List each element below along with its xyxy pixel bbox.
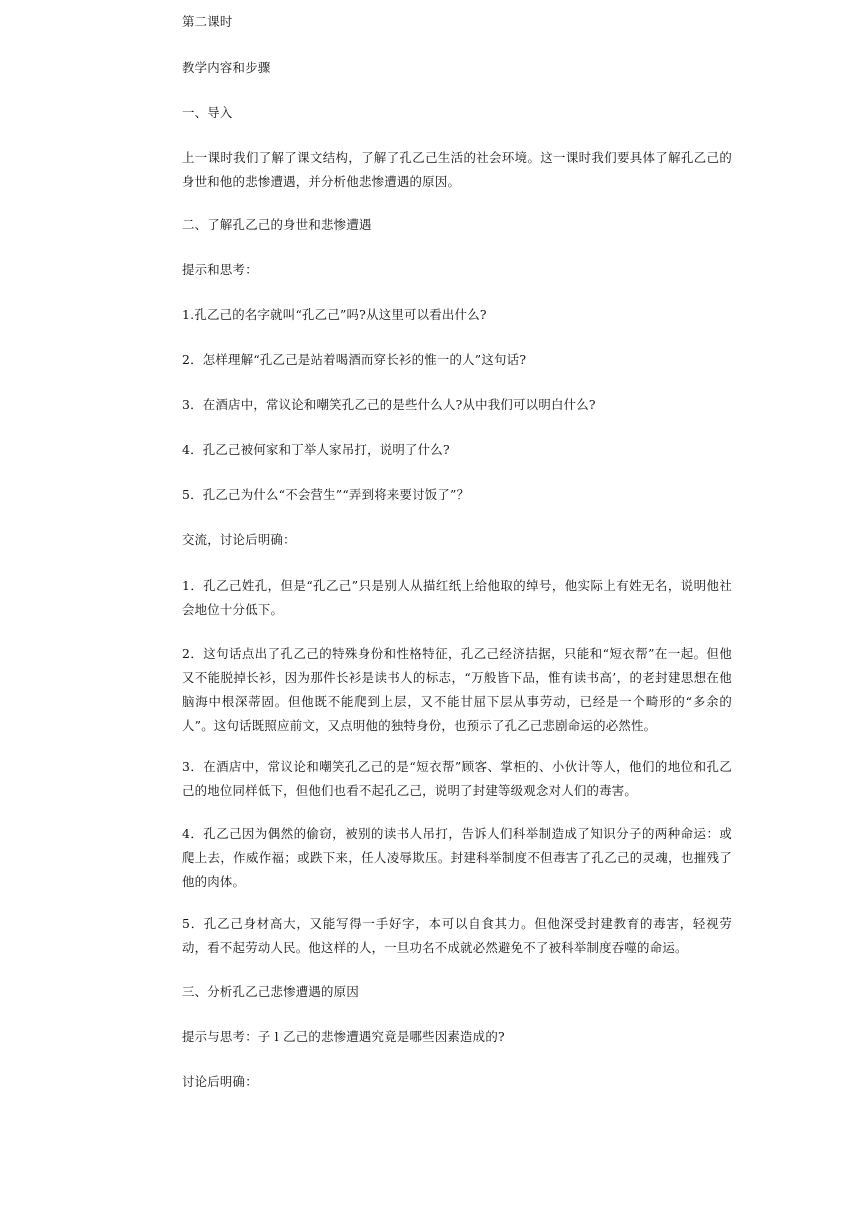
answer-item: 3．在酒店中，常议论和嘲笑孔乙己的是“短衣帮”顾客、掌柜的、小伙计等人，他们的地位和孔乙己的地位同样低下，但他们也看不起孔乙己，说明了封建等级观念对人们的毒害。 xyxy=(182,759,732,798)
section-heading: 教学内容和步骤 xyxy=(182,60,271,75)
part3-prompt: 提示与思考：子 l 乙己的悲惨遭遇究竟是哪些因素造成的? xyxy=(182,1029,505,1044)
answer-item: 1．孔乙己姓孔，但是“孔乙己”只是别人从描红纸上给他取的绰号，他实际上有姓无名，说明他社会地位十分低下。 xyxy=(182,578,732,617)
lesson-title: 第二课时 xyxy=(182,14,233,29)
part2-heading: 二、了解孔乙己的身世和悲惨遭遇 xyxy=(182,217,372,232)
part3-heading: 三、分析孔乙己悲惨遭遇的原因 xyxy=(182,984,359,999)
question-item: 2．怎样理解“孔乙己是站着喝酒而穿长衫的惟一的人”这句话? xyxy=(182,352,527,367)
answer-item: 2．这句话点出了孔乙己的特殊身份和性格特征，孔乙己经济拮据，只能和“短衣帮”在一起。但他又不能脱掉长衫，因为那件长衫是读书人的标志，“万般皆下品，惟有读书高’，的老封建思想在他脑海中根深蒂固。但他既不能爬到上层，又不能甘屈下层从事劳动，已经是一个畸形的“多余的人”。这句话既照应前文，又点明他的独特身份，也预示了孔乙己悲剧命运的必然性。 xyxy=(182,646,732,733)
answer-item: 4．孔乙己因为偶然的偷窃，被别的读书人吊打，告诉人们科举制造成了知识分子的两种命运：或爬上去，作威作福；或跌下来，任人凌辱欺压。封建科举制度不但毒害了孔乙己的灵魂，也摧残了他的肉体。 xyxy=(182,826,732,889)
part3-answers-label: 讨论后明确： xyxy=(182,1074,258,1089)
part1-heading: 一、导入 xyxy=(182,105,233,120)
question-item: 1.孔乙己的名字就叫“孔乙己”吗?从这里可以看出什么? xyxy=(182,307,487,322)
answer-item: 5．孔乙己身材高大，又能写得一手好字，本可以自食其力。但他深受封建教育的毒害，轻视劳动，看不起劳动人民。他这样的人，一旦功名不成就必然避免不了被科举制度吞噬的命运。 xyxy=(182,916,732,955)
question-item: 5．孔乙己为什么“不会营生”“弄到将来要讨饭了”？ xyxy=(182,487,470,502)
question-item: 3．在酒店中，常议论和嘲笑孔乙己的是些什么人?从中我们可以明白什么? xyxy=(182,397,596,412)
part1-paragraph: 上一课时我们了解了课文结构，了解了孔乙己生活的社会环境。这一课时我们要具体了解孔乙己的身世和他的悲惨遭遇，并分析他悲惨遭遇的原因。 xyxy=(182,150,732,189)
part2-answers-label: 交流，讨论后明确： xyxy=(182,532,296,547)
question-item: 4．孔乙己被何家和丁举人家吊打，说明了什么? xyxy=(182,442,450,457)
part2-prompt-label: 提示和思考： xyxy=(182,262,258,277)
